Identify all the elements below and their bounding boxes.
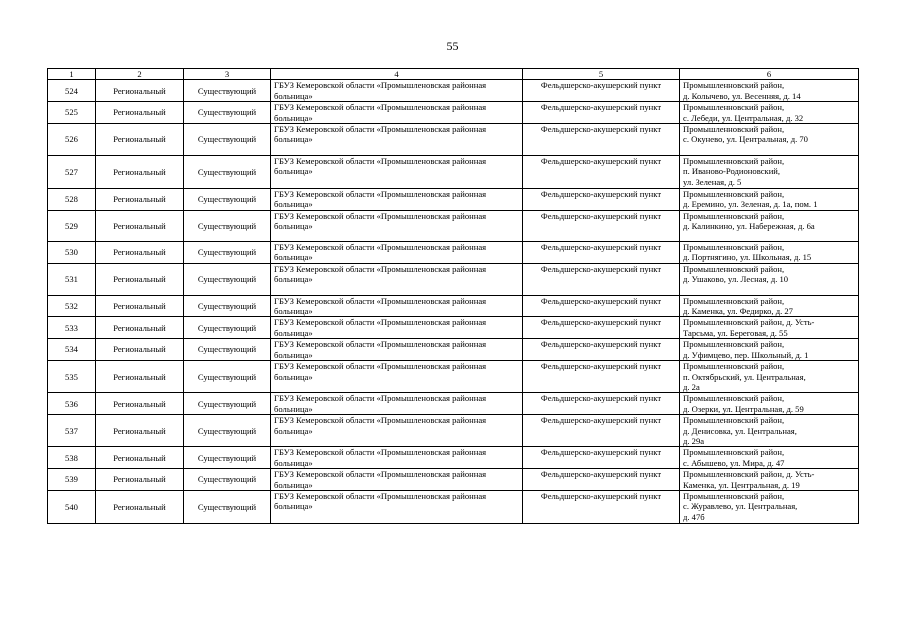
facility-type-cell: Фельдшерско-акушерский пункт bbox=[523, 156, 680, 189]
facility-type-cell: Фельдшерско-акушерский пункт bbox=[523, 263, 680, 295]
status-cell: Существующий bbox=[184, 447, 271, 469]
status-cell: Существующий bbox=[184, 393, 271, 415]
organization-cell: ГБУЗ Кемеровской области «Промышленовская районная больница» bbox=[271, 263, 523, 295]
level-cell: Региональный bbox=[96, 447, 184, 469]
status-cell: Существующий bbox=[184, 102, 271, 124]
status-cell: Существующий bbox=[184, 415, 271, 447]
address-cell: Промышленновский район, д. Денисовка, ул. Центральная, д. 29а bbox=[680, 415, 859, 447]
table-row bbox=[48, 241, 859, 263]
status-cell: Существующий bbox=[184, 361, 271, 393]
address-cell: Промышленновский район, д. Каменка, ул. Федирко, д. 27 bbox=[680, 295, 859, 317]
level-cell: Региональный bbox=[96, 156, 184, 189]
status-cell: Существующий bbox=[184, 189, 271, 211]
facilities-table bbox=[47, 68, 859, 524]
address-cell: Промышленновский район, д. Уфимцево, пер. Школьный, д. 1 bbox=[680, 339, 859, 361]
organization-cell: ГБУЗ Кемеровской области «Промышленовская районная больница» bbox=[271, 295, 523, 317]
table-row bbox=[48, 361, 859, 393]
status-cell: Существующий bbox=[184, 124, 271, 156]
row-number: 539 bbox=[48, 469, 96, 491]
status-cell: Существующий bbox=[184, 80, 271, 102]
organization-cell: ГБУЗ Кемеровской области «Промышленовская районная больница» bbox=[271, 124, 523, 156]
row-number: 538 bbox=[48, 447, 96, 469]
table-row bbox=[48, 189, 859, 211]
address-cell: Промышленновский район, д. Колычево, ул. Весенняя, д. 14 bbox=[680, 80, 859, 102]
column-header: 1 bbox=[48, 69, 96, 80]
row-number: 540 bbox=[48, 490, 96, 523]
column-header: 2 bbox=[96, 69, 184, 80]
table-row bbox=[48, 263, 859, 295]
row-number: 525 bbox=[48, 102, 96, 124]
row-number: 526 bbox=[48, 124, 96, 156]
facility-type-cell: Фельдшерско-акушерский пункт bbox=[523, 295, 680, 317]
level-cell: Региональный bbox=[96, 263, 184, 295]
address-cell: Промышленновский район, с. Окунево, ул. Центральная, д. 70 bbox=[680, 124, 859, 156]
row-number: 531 bbox=[48, 263, 96, 295]
facility-type-cell: Фельдшерско-акушерский пункт bbox=[523, 317, 680, 339]
organization-cell: ГБУЗ Кемеровской области «Промышленовская районная больница» bbox=[271, 189, 523, 211]
column-header: 5 bbox=[523, 69, 680, 80]
column-header: 6 bbox=[680, 69, 859, 80]
page-number: 55 bbox=[446, 39, 459, 53]
status-cell: Существующий bbox=[184, 490, 271, 523]
address-cell: Промышленновский район, д. Ушаково, ул. Лесная, д. 10 bbox=[680, 263, 859, 295]
address-cell: Промышленновский район, д. Калинкино, ул. Набережная, д. 6а bbox=[680, 210, 859, 241]
row-number: 535 bbox=[48, 361, 96, 393]
address-cell: Промышленновский район, с. Лебеди, ул. Центральная, д. 32 bbox=[680, 102, 859, 124]
table-row bbox=[48, 393, 859, 415]
organization-cell: ГБУЗ Кемеровской области «Промышленовская районная больница» bbox=[271, 317, 523, 339]
status-cell: Существующий bbox=[184, 469, 271, 491]
row-number: 533 bbox=[48, 317, 96, 339]
facility-type-cell: Фельдшерско-акушерский пункт bbox=[523, 124, 680, 156]
row-number: 532 bbox=[48, 295, 96, 317]
row-number: 536 bbox=[48, 393, 96, 415]
organization-cell: ГБУЗ Кемеровской области «Промышленовская районная больница» bbox=[271, 361, 523, 393]
status-cell: Существующий bbox=[184, 241, 271, 263]
level-cell: Региональный bbox=[96, 241, 184, 263]
table-row bbox=[48, 469, 859, 491]
level-cell: Региональный bbox=[96, 393, 184, 415]
level-cell: Региональный bbox=[96, 189, 184, 211]
address-cell: Промышленновский район, п. Октябрьский, ул. Центральная, д. 2а bbox=[680, 361, 859, 393]
column-header: 3 bbox=[184, 69, 271, 80]
table-row bbox=[48, 339, 859, 361]
facility-type-cell: Фельдшерско-акушерский пункт bbox=[523, 102, 680, 124]
address-cell: Промышленновский район, д. Озерки, ул. Центральная, д. 59 bbox=[680, 393, 859, 415]
address-cell: Промышленновский район, п. Иваново-Родионовский, ул. Зеленая, д. 5 bbox=[680, 156, 859, 189]
level-cell: Региональный bbox=[96, 124, 184, 156]
level-cell: Региональный bbox=[96, 415, 184, 447]
level-cell: Региональный bbox=[96, 210, 184, 241]
table-row bbox=[48, 415, 859, 447]
row-number: 524 bbox=[48, 80, 96, 102]
organization-cell: ГБУЗ Кемеровской области «Промышленовская районная больница» bbox=[271, 241, 523, 263]
address-cell: Промышленновский район, с. Абышево, ул. Мира, д. 47 bbox=[680, 447, 859, 469]
address-cell: Промышленновский район, д. Усть- Тарсьма, ул. Береговая, д. 55 bbox=[680, 317, 859, 339]
row-number: 534 bbox=[48, 339, 96, 361]
table-row bbox=[48, 295, 859, 317]
facility-type-cell: Фельдшерско-акушерский пункт bbox=[523, 339, 680, 361]
status-cell: Существующий bbox=[184, 156, 271, 189]
organization-cell: ГБУЗ Кемеровской области «Промышленовская районная больница» bbox=[271, 156, 523, 189]
table-row bbox=[48, 124, 859, 156]
table-header-row bbox=[48, 69, 859, 80]
status-cell: Существующий bbox=[184, 210, 271, 241]
facility-type-cell: Фельдшерско-акушерский пункт bbox=[523, 210, 680, 241]
facility-type-cell: Фельдшерско-акушерский пункт bbox=[523, 447, 680, 469]
facility-type-cell: Фельдшерско-акушерский пункт bbox=[523, 189, 680, 211]
level-cell: Региональный bbox=[96, 317, 184, 339]
table-row bbox=[48, 490, 859, 523]
level-cell: Региональный bbox=[96, 295, 184, 317]
row-number: 529 bbox=[48, 210, 96, 241]
row-number: 528 bbox=[48, 189, 96, 211]
facility-type-cell: Фельдшерско-акушерский пункт bbox=[523, 490, 680, 523]
level-cell: Региональный bbox=[96, 361, 184, 393]
organization-cell: ГБУЗ Кемеровской области «Промышленовская районная больница» bbox=[271, 490, 523, 523]
row-number: 530 bbox=[48, 241, 96, 263]
address-cell: Промышленновский район, д. Портнягино, ул. Школьная, д. 15 bbox=[680, 241, 859, 263]
table-row bbox=[48, 102, 859, 124]
facility-type-cell: Фельдшерско-акушерский пункт bbox=[523, 415, 680, 447]
organization-cell: ГБУЗ Кемеровской области «Промышленовская районная больница» bbox=[271, 415, 523, 447]
table-row bbox=[48, 210, 859, 241]
organization-cell: ГБУЗ Кемеровской области «Промышленовская районная больница» bbox=[271, 210, 523, 241]
address-cell: Промышленновский район, д. Еремино, ул. Зеленая, д. 1а, пом. 1 bbox=[680, 189, 859, 211]
level-cell: Региональный bbox=[96, 102, 184, 124]
facility-type-cell: Фельдшерско-акушерский пункт bbox=[523, 241, 680, 263]
organization-cell: ГБУЗ Кемеровской области «Промышленовская районная больница» bbox=[271, 393, 523, 415]
table-row bbox=[48, 317, 859, 339]
status-cell: Существующий bbox=[184, 317, 271, 339]
status-cell: Существующий bbox=[184, 295, 271, 317]
facility-type-cell: Фельдшерско-акушерский пункт bbox=[523, 361, 680, 393]
organization-cell: ГБУЗ Кемеровской области «Промышленовская районная больница» bbox=[271, 339, 523, 361]
status-cell: Существующий bbox=[184, 263, 271, 295]
level-cell: Региональный bbox=[96, 469, 184, 491]
table-row bbox=[48, 156, 859, 189]
table-row bbox=[48, 80, 859, 102]
status-cell: Существующий bbox=[184, 339, 271, 361]
address-cell: Промышленновский район, с. Журавлево, ул. Центральная, д. 47б bbox=[680, 490, 859, 523]
row-number: 527 bbox=[48, 156, 96, 189]
level-cell: Региональный bbox=[96, 490, 184, 523]
organization-cell: ГБУЗ Кемеровской области «Промышленовская районная больница» bbox=[271, 447, 523, 469]
facility-type-cell: Фельдшерско-акушерский пункт bbox=[523, 469, 680, 491]
address-cell: Промышленновский район, д. Усть- Каменка, ул. Центральная, д. 19 bbox=[680, 469, 859, 491]
organization-cell: ГБУЗ Кемеровской области «Промышленовская районная больница» bbox=[271, 102, 523, 124]
facility-type-cell: Фельдшерско-акушерский пункт bbox=[523, 393, 680, 415]
table-row bbox=[48, 447, 859, 469]
organization-cell: ГБУЗ Кемеровской области «Промышленовская районная больница» bbox=[271, 469, 523, 491]
level-cell: Региональный bbox=[96, 339, 184, 361]
column-header: 4 bbox=[271, 69, 523, 80]
level-cell: Региональный bbox=[96, 80, 184, 102]
organization-cell: ГБУЗ Кемеровской области «Промышленовская районная больница» bbox=[271, 80, 523, 102]
facility-type-cell: Фельдшерско-акушерский пункт bbox=[523, 80, 680, 102]
row-number: 537 bbox=[48, 415, 96, 447]
